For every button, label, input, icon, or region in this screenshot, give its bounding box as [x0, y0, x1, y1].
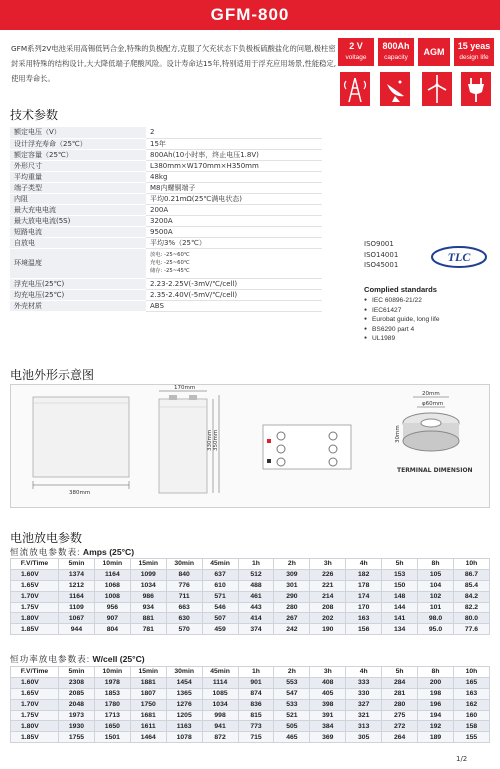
table-cell: 163	[453, 688, 489, 699]
table-cell: 459	[202, 624, 238, 635]
column-header: 2h	[274, 667, 310, 678]
table-cell: 998	[202, 710, 238, 721]
table-cell: 443	[238, 602, 274, 613]
battery-dimension-drawing	[11, 385, 491, 509]
tech-section-title: 技术参数	[10, 108, 59, 122]
table-cell: 956	[94, 602, 130, 613]
table-cell: 836	[238, 699, 274, 710]
top-view	[263, 425, 351, 469]
table-cell: 1881	[130, 677, 166, 688]
table-row: 自放电 平均3%（25℃）	[10, 237, 322, 248]
table-cell: 281	[382, 688, 418, 699]
table-cell: 369	[310, 732, 346, 743]
table-cell: 208	[310, 602, 346, 613]
table-cell: 414	[238, 613, 274, 624]
row-label: 1.80V	[11, 613, 59, 624]
table-cell: 637	[202, 569, 238, 580]
svg-text:30mm: 30mm	[395, 425, 401, 443]
front-view	[33, 397, 129, 496]
table-cell: 465	[274, 732, 310, 743]
table-cell: 1078	[166, 732, 202, 743]
svg-text:φ60mm: φ60mm	[422, 401, 444, 407]
list-item: ● UL1989	[364, 334, 439, 344]
table-cell: 1034	[130, 580, 166, 591]
table-cell: 156	[346, 624, 382, 635]
table-cell: 1085	[202, 688, 238, 699]
table-cell: 391	[310, 710, 346, 721]
table-cell: 82.2	[453, 602, 489, 613]
list-item: ● BS6290 part 4	[364, 325, 439, 335]
column-header: 10min	[94, 559, 130, 570]
column-header: 10h	[453, 559, 489, 570]
table-cell: 182	[346, 569, 382, 580]
table-cell: 2308	[59, 677, 95, 688]
table-cell: 305	[346, 732, 382, 743]
column-header: 8h	[418, 667, 454, 678]
table-cell: 272	[382, 721, 418, 732]
table-cell: 1454	[166, 677, 202, 688]
table-cell: 198	[418, 688, 454, 699]
table-cell: 776	[166, 580, 202, 591]
table-cell: 1853	[94, 688, 130, 699]
column-header: 2h	[274, 559, 310, 570]
table-cell: 546	[202, 602, 238, 613]
table-cell: 101	[418, 602, 454, 613]
table-cell: 521	[274, 710, 310, 721]
wind-turbine-icon	[422, 72, 452, 106]
power-plug-icon	[461, 72, 491, 106]
intro-text: GFM系列2V电池采用高锡低钙合金,特殊的负极配方,克服了欠充状态下负极板硫酸盐化的问题,极柱密封采用特殊的结构设计,大大降低端子爬酸风险。设计寿命达15年,特别适用于浮充应用场景,性能稳定,使用寿命长。	[11, 44, 337, 83]
table-cell: 1930	[59, 721, 95, 732]
column-header: 45min	[202, 559, 238, 570]
column-header: 15min	[130, 559, 166, 570]
table-cell: 553	[274, 677, 310, 688]
table-cell: 284	[382, 677, 418, 688]
table-row	[11, 569, 490, 580]
table-cell: 1164	[59, 591, 95, 602]
table-cell: 1068	[94, 580, 130, 591]
column-header: 15min	[130, 667, 166, 678]
complied-standards-title: Complied standards	[364, 285, 437, 294]
table-cell: 321	[346, 710, 382, 721]
list-item: ● IEC 60896-21/22	[364, 296, 439, 306]
table-cell: 95.0	[418, 624, 454, 635]
table-cell: 840	[166, 569, 202, 580]
row-label: 1.65V	[11, 580, 59, 591]
table-cell: 901	[238, 677, 274, 688]
table-cell: 144	[382, 602, 418, 613]
row-label: 1.65V	[11, 688, 59, 699]
table-row	[11, 624, 490, 635]
table-cell: 1114	[202, 677, 238, 688]
badge-agm: AGM	[418, 38, 450, 66]
table-row	[11, 699, 490, 710]
telecom-tower-icon	[340, 72, 370, 106]
satellite-dish-icon	[380, 72, 410, 106]
table-cell: 309	[274, 569, 310, 580]
table-cell: 160	[453, 710, 489, 721]
table-cell: 189	[418, 732, 454, 743]
table-cell: 715	[238, 732, 274, 743]
table-cell: 153	[382, 569, 418, 580]
table-row	[11, 732, 490, 743]
table-cell: 290	[274, 591, 310, 602]
table-cell: 333	[346, 677, 382, 688]
table-row	[11, 710, 490, 721]
watts-table-title: 恒功率放电参数表: W/cell (25°C)	[10, 654, 145, 664]
column-header: 1h	[238, 667, 274, 678]
table-cell: 944	[59, 624, 95, 635]
table-row	[11, 602, 490, 613]
table-cell: 301	[274, 580, 310, 591]
column-header: 5min	[59, 667, 95, 678]
table-cell: 408	[310, 677, 346, 688]
table-cell: 505	[274, 721, 310, 732]
table-cell: 881	[130, 613, 166, 624]
table-cell: 280	[382, 699, 418, 710]
table-cell: 1780	[94, 699, 130, 710]
table-cell: 221	[310, 580, 346, 591]
table-cell: 1681	[130, 710, 166, 721]
table-cell: 275	[382, 710, 418, 721]
table-row: 最大充电电流 200A	[10, 204, 322, 215]
table-cell: 1973	[59, 710, 95, 721]
table-row: 短路电流 9500A	[10, 226, 322, 237]
row-label: 1.60V	[11, 677, 59, 688]
table-cell: 934	[130, 602, 166, 613]
table-cell: 214	[310, 591, 346, 602]
column-header: 5h	[382, 559, 418, 570]
dimension-section-title: 电池外形示意图	[10, 368, 95, 382]
table-cell: 1750	[130, 699, 166, 710]
tech-params-table	[10, 127, 322, 312]
table-cell: 1276	[166, 699, 202, 710]
svg-text:170mm: 170mm	[174, 385, 196, 391]
table-cell: 194	[418, 710, 454, 721]
badge-capacity: 800Ah capacity	[378, 38, 414, 66]
table-row: 设计浮充寿命（25℃） 15年	[10, 138, 322, 149]
svg-text:TLC: TLC	[447, 250, 471, 264]
column-header: 10min	[94, 667, 130, 678]
table-cell: 327	[346, 699, 382, 710]
table-header-row	[11, 667, 490, 678]
column-header: 10h	[453, 667, 489, 678]
tlc-logo	[430, 245, 488, 269]
table-cell: 1099	[130, 569, 166, 580]
list-item: ● IEC61427	[364, 306, 439, 316]
column-header: 4h	[346, 667, 382, 678]
table-cell: 1611	[130, 721, 166, 732]
table-row	[11, 591, 490, 602]
table-cell: 907	[94, 613, 130, 624]
complied-standards-list	[364, 296, 439, 344]
table-cell: 2085	[59, 688, 95, 699]
iso-certifications: ISO9001 ISO14001 ISO45001	[364, 240, 399, 269]
table-cell: 1464	[130, 732, 166, 743]
list-item: ● Eurobat guide, long life	[364, 315, 439, 325]
column-header: F.V/Time	[11, 667, 59, 678]
table-cell: 1163	[166, 721, 202, 732]
table-cell: 141	[382, 613, 418, 624]
column-header: 45min	[202, 667, 238, 678]
table-cell: 105	[418, 569, 454, 580]
table-cell: 570	[166, 624, 202, 635]
table-cell: 872	[202, 732, 238, 743]
table-row	[11, 721, 490, 732]
table-cell: 162	[453, 699, 489, 710]
table-cell: 374	[238, 624, 274, 635]
table-cell: 571	[202, 591, 238, 602]
svg-text:20mm: 20mm	[422, 391, 440, 397]
table-cell: 80.0	[453, 613, 489, 624]
page-header	[0, 0, 500, 30]
table-cell: 226	[310, 569, 346, 580]
table-row	[11, 613, 490, 624]
application-icons	[338, 72, 494, 108]
table-cell: 1034	[202, 699, 238, 710]
table-cell: 1164	[94, 569, 130, 580]
feature-badges	[338, 38, 494, 108]
column-header: 5h	[382, 667, 418, 678]
table-cell: 77.6	[453, 624, 489, 635]
table-cell: 165	[453, 677, 489, 688]
table-cell: 398	[310, 699, 346, 710]
column-header: 3h	[310, 559, 346, 570]
table-cell: 202	[310, 613, 346, 624]
table-row-temperature: 环境温度 放电: -25~60℃ 充电: -25~60℃ 储存: -25~45℃	[10, 248, 322, 278]
table-cell: 200	[418, 677, 454, 688]
table-cell: 267	[274, 613, 310, 624]
table-cell: 86.7	[453, 569, 489, 580]
table-header-row	[11, 559, 490, 570]
table-cell: 242	[274, 624, 310, 635]
table-cell: 512	[238, 569, 274, 580]
badge-design-life: 15 yeas design life	[454, 38, 494, 66]
column-header: 8h	[418, 559, 454, 570]
row-label: 1.85V	[11, 624, 59, 635]
table-row: 外形尺寸 L380mm×W170mm×H350mm	[10, 160, 322, 171]
table-cell: 1008	[94, 591, 130, 602]
table-cell: 1374	[59, 569, 95, 580]
table-row: 最大放电电流(5S) 3200A	[10, 215, 322, 226]
watts-discharge-table	[10, 666, 490, 743]
table-cell: 1205	[166, 710, 202, 721]
table-cell: 1650	[94, 721, 130, 732]
table-cell: 804	[94, 624, 130, 635]
discharge-section-title: 电池放电参数	[10, 531, 83, 545]
table-cell: 1365	[166, 688, 202, 699]
dimension-drawing-panel	[10, 384, 490, 508]
badge-voltage: 2 V voltage	[338, 38, 374, 66]
table-cell: 178	[346, 580, 382, 591]
table-row	[11, 688, 490, 699]
svg-text:TERMINAL DIMENSION: TERMINAL DIMENSION	[397, 467, 473, 474]
table-cell: 405	[310, 688, 346, 699]
table-cell: 1109	[59, 602, 95, 613]
amps-discharge-table	[10, 558, 490, 635]
table-cell: 104	[418, 580, 454, 591]
table-cell: 102	[418, 591, 454, 602]
table-cell: 98.0	[418, 613, 454, 624]
row-label: 1.80V	[11, 721, 59, 732]
amps-table-title: 恒流放电参数表: Amps (25°C)	[10, 547, 135, 557]
table-cell: 196	[418, 699, 454, 710]
table-row: 平均重量 48kg	[10, 171, 322, 182]
table-row: 端子类型 M8内螺铜端子	[10, 182, 322, 193]
table-cell: 134	[382, 624, 418, 635]
row-label: 1.60V	[11, 569, 59, 580]
table-row: 额定电压（V） 2	[10, 127, 322, 138]
table-cell: 264	[382, 732, 418, 743]
column-header: 5min	[59, 559, 95, 570]
table-cell: 630	[166, 613, 202, 624]
row-label: 1.70V	[11, 699, 59, 710]
table-cell: 330	[346, 688, 382, 699]
table-cell: 874	[238, 688, 274, 699]
table-cell: 986	[130, 591, 166, 602]
table-cell: 150	[382, 580, 418, 591]
table-cell: 148	[382, 591, 418, 602]
table-cell: 192	[418, 721, 454, 732]
row-label: 1.75V	[11, 602, 59, 613]
table-cell: 815	[238, 710, 274, 721]
svg-text:330mm: 330mm	[207, 429, 213, 451]
table-cell: 610	[202, 580, 238, 591]
table-cell: 941	[202, 721, 238, 732]
table-row: 外壳材质 ABS	[10, 300, 322, 311]
table-cell: 170	[346, 602, 382, 613]
table-cell: 384	[310, 721, 346, 732]
table-cell: 1212	[59, 580, 95, 591]
product-title: GFM-800	[210, 5, 290, 24]
table-cell: 1501	[94, 732, 130, 743]
table-cell: 663	[166, 602, 202, 613]
table-cell: 1978	[94, 677, 130, 688]
table-row: 均充电压(25℃) 2.35-2.40V(-5mV/℃/cell)	[10, 289, 322, 300]
table-row	[11, 677, 490, 688]
table-cell: 547	[274, 688, 310, 699]
table-cell: 781	[130, 624, 166, 635]
table-cell: 190	[310, 624, 346, 635]
row-label: 1.85V	[11, 732, 59, 743]
table-cell: 280	[274, 602, 310, 613]
table-cell: 507	[202, 613, 238, 624]
table-cell: 84.2	[453, 591, 489, 602]
table-cell: 711	[166, 591, 202, 602]
table-row: 内阻 平均0.21mΩ(25℃满电状态)	[10, 193, 322, 204]
table-cell: 155	[453, 732, 489, 743]
page-number: 1/2	[456, 755, 468, 763]
table-cell: 85.4	[453, 580, 489, 591]
svg-text:350mm: 350mm	[213, 429, 219, 451]
table-cell: 313	[346, 721, 382, 732]
table-cell: 158	[453, 721, 489, 732]
terminal-view	[395, 391, 473, 474]
column-header: 3h	[310, 667, 346, 678]
table-cell: 1807	[130, 688, 166, 699]
svg-text:380mm: 380mm	[69, 490, 91, 496]
row-label: 1.70V	[11, 591, 59, 602]
table-cell: 488	[238, 580, 274, 591]
table-cell: 174	[346, 591, 382, 602]
table-cell: 533	[274, 699, 310, 710]
table-cell: 1713	[94, 710, 130, 721]
side-view	[159, 385, 219, 493]
table-cell: 2048	[59, 699, 95, 710]
table-cell: 773	[238, 721, 274, 732]
column-header: 30min	[166, 559, 202, 570]
table-row: 额定容量（25℃） 800Ah(10小时率，终止电压1.8V)	[10, 149, 322, 160]
table-cell: 163	[346, 613, 382, 624]
column-header: F.V/Time	[11, 559, 59, 570]
row-label: 1.75V	[11, 710, 59, 721]
column-header: 1h	[238, 559, 274, 570]
table-cell: 461	[238, 591, 274, 602]
column-header: 30min	[166, 667, 202, 678]
table-cell: 1755	[59, 732, 95, 743]
table-row	[11, 580, 490, 591]
column-header: 4h	[346, 559, 382, 570]
table-row: 浮充电压(25℃) 2.23-2.25V(-3mV/℃/cell)	[10, 278, 322, 289]
table-cell: 1067	[59, 613, 95, 624]
